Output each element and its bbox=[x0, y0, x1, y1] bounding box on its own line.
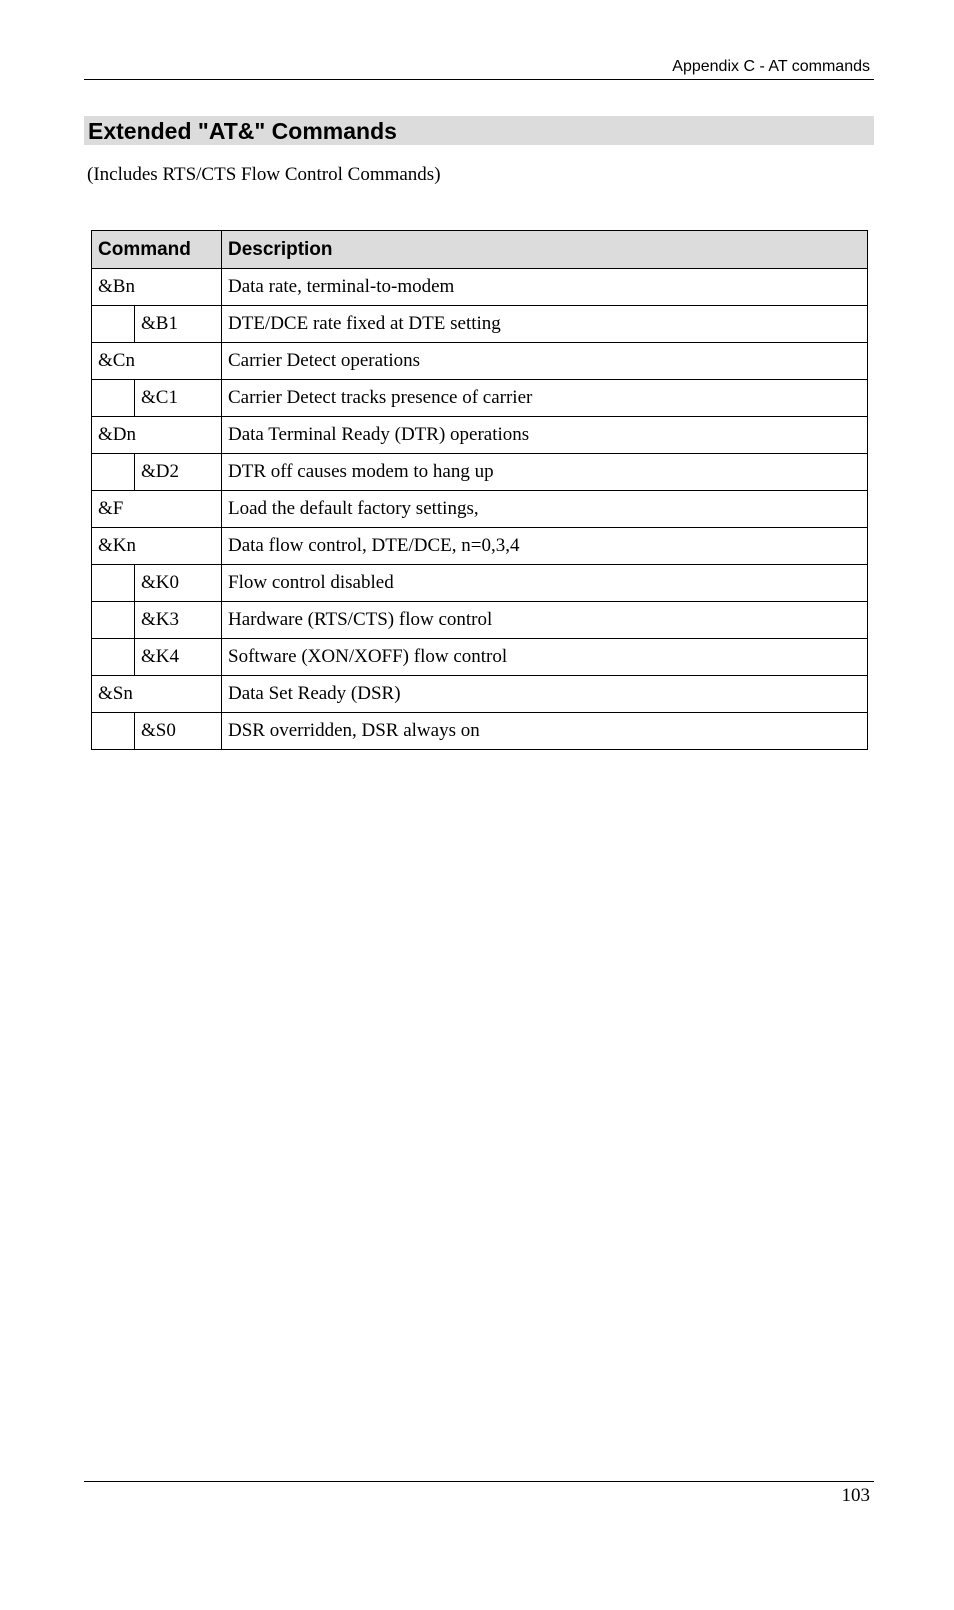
description-cell: Data Set Ready (DSR) bbox=[222, 676, 868, 713]
description-cell: Carrier Detect tracks presence of carrier bbox=[222, 380, 868, 417]
header-rule bbox=[84, 79, 874, 80]
footer-rule bbox=[84, 1481, 874, 1482]
description-cell: DSR overridden, DSR always on bbox=[222, 713, 868, 750]
table-row bbox=[92, 454, 868, 491]
description-cell: Data flow control, DTE/DCE, n=0,3,4 bbox=[222, 528, 868, 565]
description-cell: Load the default factory settings, bbox=[222, 491, 868, 528]
table-row bbox=[92, 639, 868, 676]
running-header: Appendix C - AT commands bbox=[672, 58, 870, 75]
description-cell: Hardware (RTS/CTS) flow control bbox=[222, 602, 868, 639]
description-cell: DTR off causes modem to hang up bbox=[222, 454, 868, 491]
description-cell: Data rate, terminal-to-modem bbox=[222, 269, 868, 306]
description-cell: Carrier Detect operations bbox=[222, 343, 868, 380]
table-row bbox=[92, 491, 868, 528]
description-cell: Data Terminal Ready (DTR) operations bbox=[222, 417, 868, 454]
section-intro: (Includes RTS/CTS Flow Control Commands) bbox=[87, 164, 441, 185]
table-row bbox=[92, 676, 868, 713]
table-header-row bbox=[92, 231, 868, 269]
table-row bbox=[92, 269, 868, 306]
table-row bbox=[92, 417, 868, 454]
command-cell: &F bbox=[92, 491, 222, 528]
table-row bbox=[92, 528, 868, 565]
commands-table bbox=[91, 230, 868, 750]
header-command: Command bbox=[92, 231, 222, 269]
command-cell: &Sn bbox=[92, 676, 222, 713]
indent-cell bbox=[92, 565, 135, 602]
command-cell: &B1 bbox=[135, 306, 222, 343]
indent-cell bbox=[92, 639, 135, 676]
indent-cell bbox=[92, 713, 135, 750]
section-title: Extended "AT&" Commands bbox=[84, 116, 874, 145]
indent-cell bbox=[92, 454, 135, 491]
table-row bbox=[92, 306, 868, 343]
description-cell: DTE/DCE rate fixed at DTE setting bbox=[222, 306, 868, 343]
table-row bbox=[92, 380, 868, 417]
indent-cell bbox=[92, 602, 135, 639]
table-row bbox=[92, 343, 868, 380]
command-cell: &Bn bbox=[92, 269, 222, 306]
command-cell: &C1 bbox=[135, 380, 222, 417]
table-row bbox=[92, 713, 868, 750]
command-cell: &S0 bbox=[135, 713, 222, 750]
description-cell: Software (XON/XOFF) flow control bbox=[222, 639, 868, 676]
command-cell: &Kn bbox=[92, 528, 222, 565]
page-number: 103 bbox=[841, 1485, 870, 1506]
command-cell: &Cn bbox=[92, 343, 222, 380]
table-row bbox=[92, 602, 868, 639]
table-body bbox=[92, 269, 868, 750]
command-cell: &Dn bbox=[92, 417, 222, 454]
table-row bbox=[92, 565, 868, 602]
command-cell: &K4 bbox=[135, 639, 222, 676]
header-description: Description bbox=[222, 231, 868, 269]
indent-cell bbox=[92, 380, 135, 417]
indent-cell bbox=[92, 306, 135, 343]
description-cell: Flow control disabled bbox=[222, 565, 868, 602]
command-cell: &K3 bbox=[135, 602, 222, 639]
command-cell: &K0 bbox=[135, 565, 222, 602]
command-cell: &D2 bbox=[135, 454, 222, 491]
